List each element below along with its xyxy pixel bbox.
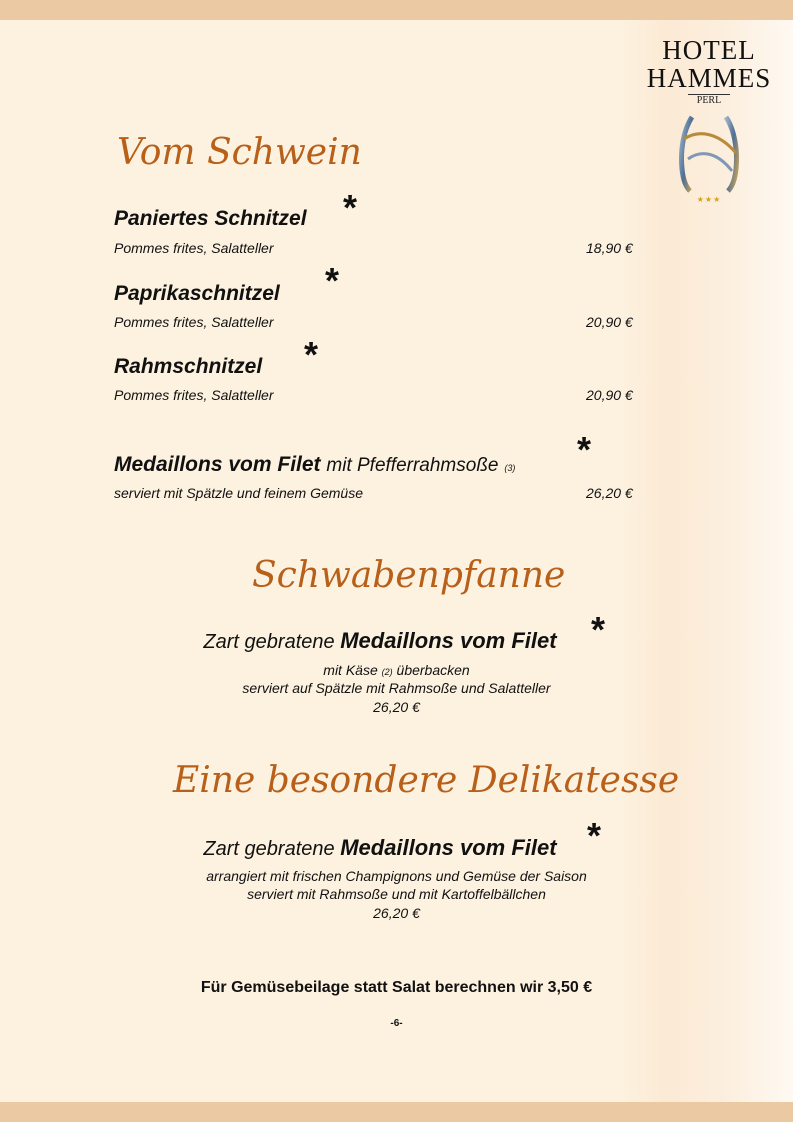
star-marker: * xyxy=(587,815,602,856)
dish-name-rahmschnitzel: Rahmschnitzel xyxy=(114,355,263,378)
hotel-logo xyxy=(644,36,774,216)
footer-note: Für Gemüsebeilage statt Salat berechnen wir 3,50 € xyxy=(200,979,593,996)
allergen-note: (3) xyxy=(504,463,516,473)
star-marker: * xyxy=(591,609,606,650)
dish-price: 18,90 € xyxy=(586,240,633,256)
dish-description: Pommes frites, Salatteller xyxy=(114,314,274,330)
star-marker: * xyxy=(325,260,340,301)
bottom-band xyxy=(0,1102,793,1122)
logo-text-line2: HAMMES xyxy=(646,63,772,93)
dish-price: 20,90 € xyxy=(586,387,633,403)
delikatesse-line2: serviert mit Rahmsoße und mit Kartoffelbällchen xyxy=(247,886,546,902)
dish-description: Pommes frites, Salatteller xyxy=(114,387,274,403)
heading-schwabenpfanne: Schwabenpfanne xyxy=(252,555,566,596)
line-text: mit Käse xyxy=(323,662,378,678)
dish-name-paprikaschnitzel: Paprikaschnitzel xyxy=(114,282,280,305)
dish-sauce: mit Pfefferrahmsoße xyxy=(326,455,499,476)
title-dish: Medaillons vom Filet xyxy=(340,835,557,860)
title-dish: Medaillons vom Filet xyxy=(340,628,557,653)
dish-title: Medaillons vom Filet xyxy=(114,453,321,476)
logo-stars: ★★★ xyxy=(696,195,722,204)
star-marker: * xyxy=(343,187,358,228)
schwabenpfanne-price: 26,20 € xyxy=(373,699,420,715)
dish-description: Pommes frites, Salatteller xyxy=(114,240,274,256)
title-intro: Zart gebratene xyxy=(203,631,335,653)
hotel-monogram-icon xyxy=(674,109,744,195)
dish-price: 20,90 € xyxy=(586,314,633,330)
delikatesse-price: 26,20 € xyxy=(373,905,420,921)
schwabenpfanne-line1 xyxy=(0,662,793,678)
line-text: überbacken xyxy=(396,662,470,678)
dish-name-medaillons-vom-filet xyxy=(114,453,515,477)
dish-description: serviert mit Spätzle und feinem Gemüse xyxy=(114,485,363,501)
title-intro: Zart gebratene xyxy=(203,838,335,860)
logo-text-line1: HOTEL xyxy=(662,35,756,65)
logo-place: PERL xyxy=(696,95,722,106)
heading-vom-schwein: Vom Schwein xyxy=(117,132,362,173)
page-number: -6- xyxy=(390,1018,403,1029)
star-marker: * xyxy=(304,334,319,375)
schwabenpfanne-line2: serviert auf Spätzle mit Rahmsoße und Salatteller xyxy=(242,680,551,696)
heading-delikatesse: Eine besondere Delikatesse xyxy=(173,760,680,801)
dish-price: 26,20 € xyxy=(586,485,633,501)
schwabenpfanne-title xyxy=(0,628,760,654)
allergen-note: (2) xyxy=(381,667,393,677)
dish-name-paniertes-schnitzel: Paniertes Schnitzel xyxy=(114,207,307,230)
top-band xyxy=(0,0,793,20)
delikatesse-title xyxy=(0,835,760,861)
star-marker: * xyxy=(577,429,592,470)
delikatesse-line1: arrangiert mit frischen Champignons und Gemüse der Saison xyxy=(206,868,587,884)
